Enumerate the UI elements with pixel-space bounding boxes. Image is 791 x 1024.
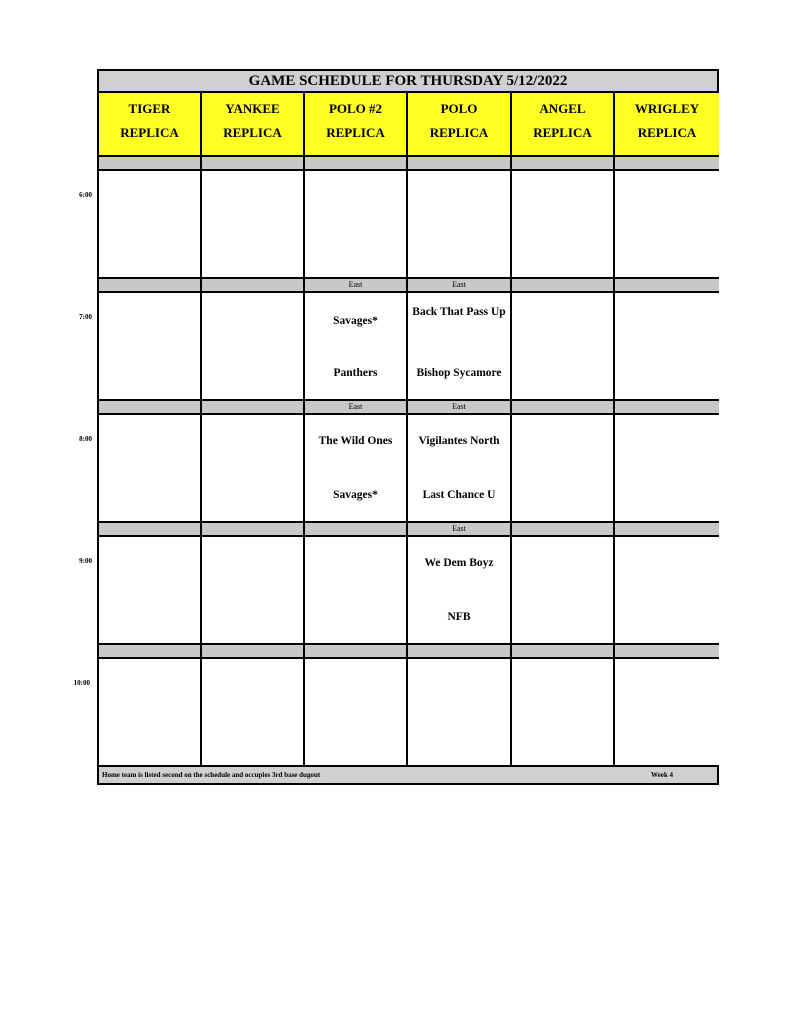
game-cell <box>512 171 615 277</box>
division-band <box>202 399 305 415</box>
field-name: POLO <box>440 101 478 116</box>
field-header <box>99 93 202 155</box>
division-band <box>99 155 202 171</box>
division-band <box>202 155 305 171</box>
game-cell <box>99 171 202 277</box>
time-label: 7:00 <box>79 313 92 321</box>
game-cell <box>202 171 305 277</box>
field-name: WRIGLEY <box>634 101 700 116</box>
division-band <box>615 277 719 293</box>
division-band <box>99 399 202 415</box>
game-cell <box>305 293 408 399</box>
division-band <box>615 399 719 415</box>
game-cell <box>408 537 512 643</box>
game-cell <box>305 659 408 765</box>
game-cell <box>202 659 305 765</box>
game-cell <box>408 659 512 765</box>
time-label: 8:00 <box>79 435 92 443</box>
away-team: Savages* <box>333 315 378 327</box>
division-band: East <box>408 521 512 537</box>
division-band <box>305 521 408 537</box>
game-cell <box>615 415 719 521</box>
division-band <box>512 643 615 659</box>
away-team: Vigilantes North <box>418 435 500 447</box>
home-team: Savages* <box>333 489 378 501</box>
division-band <box>615 155 719 171</box>
away-team: The Wild Ones <box>318 435 393 447</box>
division-band <box>512 155 615 171</box>
division-band <box>305 643 408 659</box>
schedule-title: GAME SCHEDULE FOR THURSDAY 5/12/2022 <box>99 71 717 93</box>
game-cell <box>202 537 305 643</box>
field-header <box>408 93 512 155</box>
division-band: East <box>408 277 512 293</box>
division-band: East <box>305 399 408 415</box>
game-cell <box>408 171 512 277</box>
game-cell <box>512 293 615 399</box>
home-team: Panthers <box>333 367 378 379</box>
division-band <box>202 643 305 659</box>
field-sub: REPLICA <box>326 125 385 140</box>
game-cell <box>512 415 615 521</box>
division-band <box>99 521 202 537</box>
division-band <box>202 277 305 293</box>
home-team: NFB <box>447 611 471 623</box>
home-team: Bishop Sycamore <box>416 367 502 379</box>
field-header <box>202 93 305 155</box>
field-name: ANGEL <box>539 101 586 116</box>
division-band <box>305 155 408 171</box>
game-cell <box>408 415 512 521</box>
time-label: 9:00 <box>79 557 92 565</box>
game-cell <box>305 171 408 277</box>
field-sub: REPLICA <box>533 125 592 140</box>
field-name: POLO #2 <box>328 101 383 116</box>
game-cell <box>202 293 305 399</box>
time-label: 6:00 <box>79 191 92 199</box>
division-band <box>512 521 615 537</box>
game-cell <box>99 537 202 643</box>
week-label: Week 4 <box>651 771 673 779</box>
away-team: We Dem Boyz <box>424 557 494 569</box>
time-label: 10:00 <box>73 679 90 687</box>
division-band <box>512 399 615 415</box>
footer-bar <box>99 765 717 783</box>
division-band <box>615 521 719 537</box>
field-sub: REPLICA <box>223 125 282 140</box>
game-cell <box>615 293 719 399</box>
game-cell <box>408 293 512 399</box>
division-band <box>512 277 615 293</box>
footer-note: Home team is listed second on the schedule and occupies 3rd base dugout <box>102 771 321 779</box>
home-team: Last Chance U <box>422 489 496 501</box>
division-band <box>202 521 305 537</box>
division-band <box>615 643 719 659</box>
field-sub: REPLICA <box>429 125 489 140</box>
game-cell <box>615 659 719 765</box>
division-band <box>99 643 202 659</box>
field-name: YANKEE <box>225 101 280 116</box>
game-cell <box>99 415 202 521</box>
game-cell <box>305 537 408 643</box>
division-band <box>408 643 512 659</box>
game-cell <box>202 415 305 521</box>
game-cell <box>99 293 202 399</box>
schedule-table <box>97 69 719 785</box>
away-team: Back That Pass Up <box>412 306 506 318</box>
game-cell <box>512 537 615 643</box>
division-band <box>408 155 512 171</box>
game-cell <box>512 659 615 765</box>
field-name: TIGER <box>128 101 171 116</box>
game-cell <box>99 659 202 765</box>
division-band: East <box>408 399 512 415</box>
field-sub: REPLICA <box>120 125 179 140</box>
field-sub: REPLICA <box>637 125 697 140</box>
field-header <box>305 93 408 155</box>
game-cell <box>615 171 719 277</box>
game-cell <box>615 537 719 643</box>
game-cell <box>305 415 408 521</box>
field-header <box>615 93 719 155</box>
division-band <box>99 277 202 293</box>
field-header <box>512 93 615 155</box>
division-band: East <box>305 277 408 293</box>
